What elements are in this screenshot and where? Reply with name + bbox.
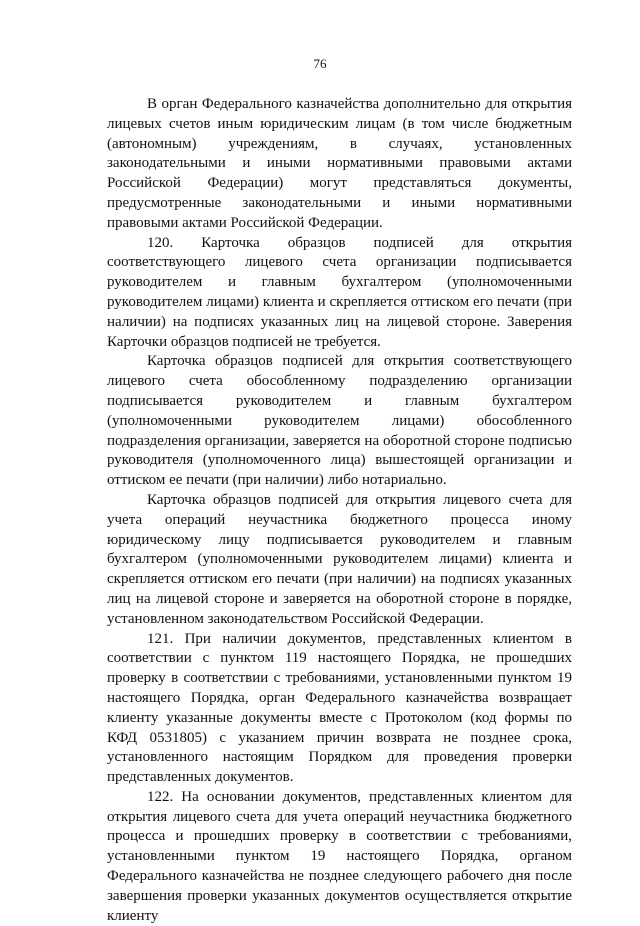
paragraph-separate-division: Карточка образцов подписей для открытия соответствующего лицевого счета обособленному подразделению организации подписывается руководителем и главным бухгалтером (уполномоченными руководителем лицами) обособленного подразделения организации, заверяется на оборотной стороне подписью руководителя (уполномоченного лица) вышестоящей организации и оттиском ее печати (при наличии) либо нотариально. xyxy=(107,353,572,489)
paragraph-122: 122. На основании документов, представленных клиентом для открытия лицевого счета для учета операций неучастника бюджетного процесса и прошедших проверку в соответствии с требованиями, установленными пунктом 19 настоящего Порядка, органом Федерального казначейства не позднее следующего рабочего дня после завершения проверки указанных документов осуществляется открытие клиенту xyxy=(107,788,572,924)
page-number: 76 xyxy=(313,56,327,71)
paragraph-120: 120. Карточка образцов подписей для открытия соответствующего лицевого счета организации подписывается руководителем и главным бухгалтером (уполномоченными руководителем лицами) клиента и скрепляется оттиском его печати (при наличии) на подписях указанных лиц на лицевой стороне. Заверения Карточки образцов подписей не требуется. xyxy=(107,234,572,350)
paragraph-other-legal-entity: Карточка образцов подписей для открытия лицевого счета для учета операций неучастника бюджетного процесса иному юридическому лицу подписывается руководителем и главным бухгалтером (уполномоченными руководителем лицами) клиента и скрепляется оттиском его печати (при наличии) на подписях указанных лиц на лицевой стороне и заверяется на оборотной стороне в порядке, установленном законодательством Российской Федерации. xyxy=(107,491,572,627)
document-body xyxy=(107,95,572,926)
paragraph-treasury-documents: В орган Федерального казначейства дополнительно для открытия лицевых счетов иным юридическим лицам (в том числе бюджетным (автономным) учреждениям, в случаях, установленных законодательными и иными нормативными правовыми актами Российской Федерации) могут представляться документы, предусмотренные законодательными и иными нормативными правовыми актами Российской Федерации. xyxy=(107,96,572,231)
paragraph-121: 121. При наличии документов, представленных клиентом в соответствии с пунктом 119 настоящего Порядка, не прошедших проверку в соответствии с требованиями, установленными пунктом 19 настоящего Порядка, орган Федерального казначейства возвращает клиенту указанные документы вместе с Протоколом (код формы по КФД 0531805) с указанием причин возврата не позднее срока, установленного настоящим Порядком для проведения проверки представленных документов. xyxy=(107,630,572,786)
